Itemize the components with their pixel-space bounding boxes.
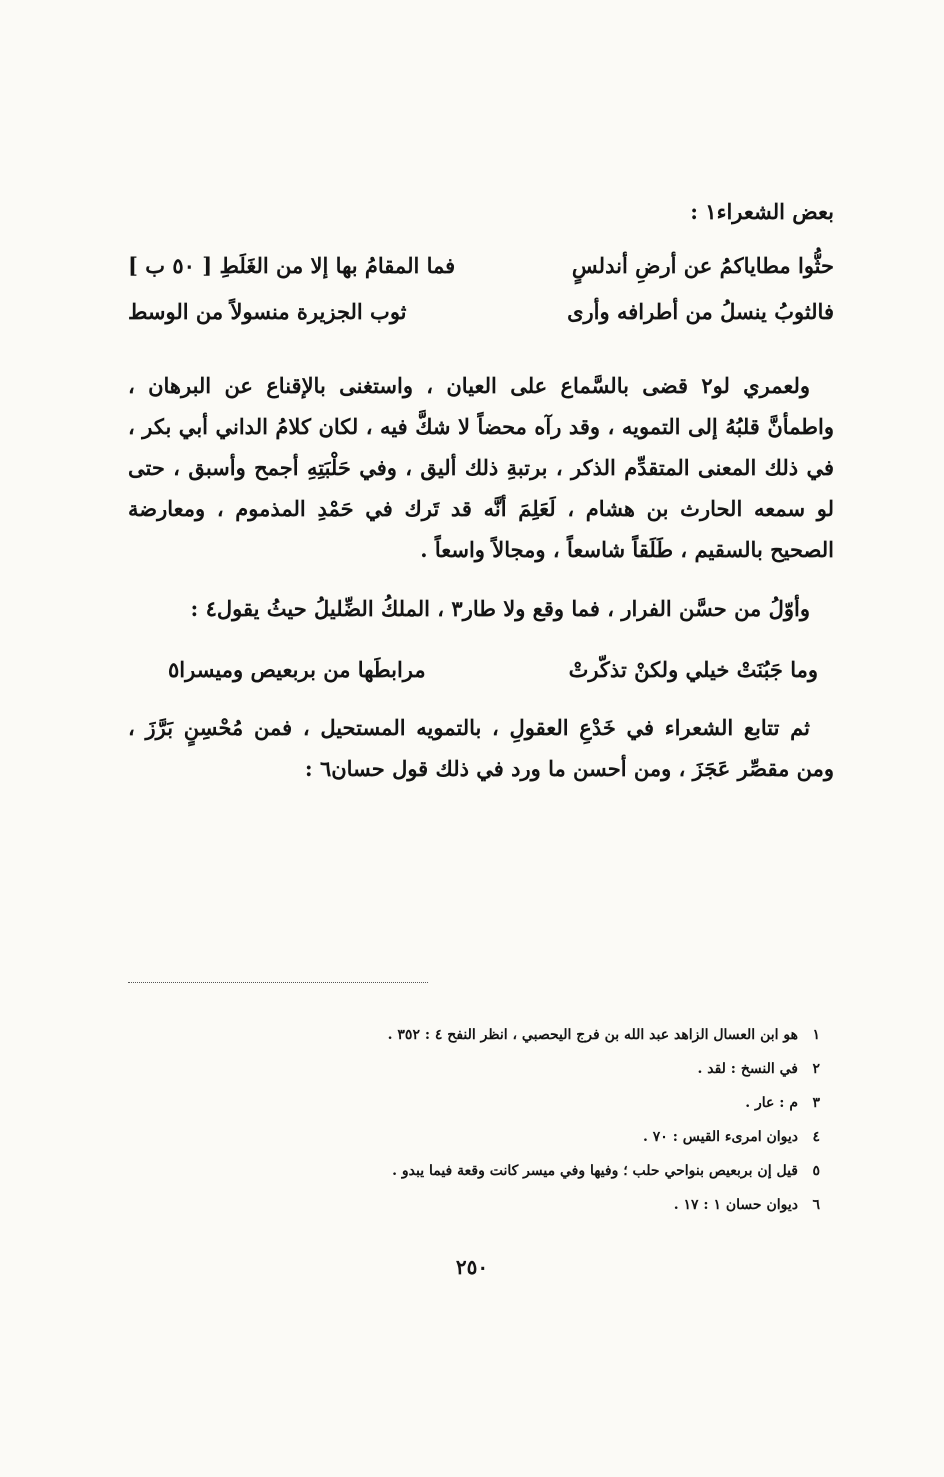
verse-hemistich-right: فالثوبُ ينسلُ من أطرافه وأرى <box>567 299 834 324</box>
intro-line: بعض الشعراء١ : <box>690 199 834 224</box>
footnote-text: ديوان امرىء القيس : ٧٠ . <box>643 1129 798 1145</box>
verse-hemistich-right: وما جَبُنَتْ خيلي ولكنْ تذكّرتْ <box>568 657 818 682</box>
footnote-number: ٤ <box>812 1129 820 1145</box>
page-number: ٢٥٠ <box>455 1255 489 1279</box>
footnote-separator <box>128 982 428 983</box>
verse-line <box>128 289 834 335</box>
paragraph: ولعمري لو٢ قضى بالسَّماع على العيان ، واستغنى بالإقناع عن البرهان ، واطمأنَّ قلبُهُ إلى التمويه ، وقد رآه محضاً لا شكَّ فيه ، لكان كلامُ الداني أبي بكر ، في ذلك المعنى المتقدِّم الذكر ، برتبةِ ذلك أليق ، وفي حَلْبَتِهِ أجمح وأسبق ، حتى لو سمعه الحارث بن هشام ، لَعَلِمَ أنَّه قد تَرك في حَمْدِ المذموم ، ومعارضة الصحيح بالسقيم ، طَلَقاً شاسعاً ، ومجالاً واسعاً . <box>128 373 834 562</box>
footnote-text: في النسخ : لقد . <box>697 1061 798 1077</box>
footnote <box>128 1086 834 1120</box>
footnote-text: م : عار . <box>745 1095 798 1111</box>
footnote-number: ٢ <box>812 1061 820 1077</box>
footnote-text: ديوان حسان ١ : ١٧ . <box>673 1197 798 1213</box>
footnote <box>128 1154 834 1188</box>
footnote-number: ٥ <box>812 1163 820 1179</box>
footnote-text: هو ابن العسال الزاهد عبد الله بن فرج اليحصبي ، انظر النفح ٤ : ٣٥٢ . <box>387 1027 798 1043</box>
footnote-text: قيل إن بربعيص بنواحي حلب ؛ وفيها وفي ميسر كانت وقعة فيما يبدو . <box>392 1163 798 1179</box>
verse-hemistich-right: حثُّوا مطاياكمُ عن أرضِ أندلسٍ <box>571 253 834 278</box>
verse-hemistich-left: ثوب الجزيرة منسولاً من الوسط <box>128 299 407 324</box>
footnote-number: ٣ <box>812 1095 820 1111</box>
footnotes <box>128 1018 834 1222</box>
verse-line <box>128 243 834 289</box>
verse-hemistich-left: فما المقامُ بها إلا من الغَلَطِ [ ٥٠ ب ] <box>128 253 456 278</box>
footnote-number: ٦ <box>812 1197 820 1213</box>
footnote <box>128 1018 834 1052</box>
footnote-number: ١ <box>812 1027 820 1043</box>
verse-hemistich-left: مرابطَها من بربعيص وميسرا٥ <box>168 657 426 682</box>
footnote <box>128 1052 834 1086</box>
page-body <box>128 195 834 1213</box>
verse-line <box>128 647 834 693</box>
footnote <box>128 1120 834 1154</box>
footnote <box>128 1188 834 1222</box>
paragraph: وأوّلُ من حسَّن الفرار ، فما وقع ولا طار٣ ، الملكُ الضِّليلُ حيثُ يقول٤ : <box>190 596 810 621</box>
paragraph: ثم تتابع الشعراء في خَدْعِ العقولِ ، بالتمويه المستحيل ، فمن مُحْسِنٍ بَرَّزَ ، ومن مقصِّر عَجَزَ ، ومن أحسن ما ورد في ذلك قول حسان٦ : <box>128 715 834 781</box>
